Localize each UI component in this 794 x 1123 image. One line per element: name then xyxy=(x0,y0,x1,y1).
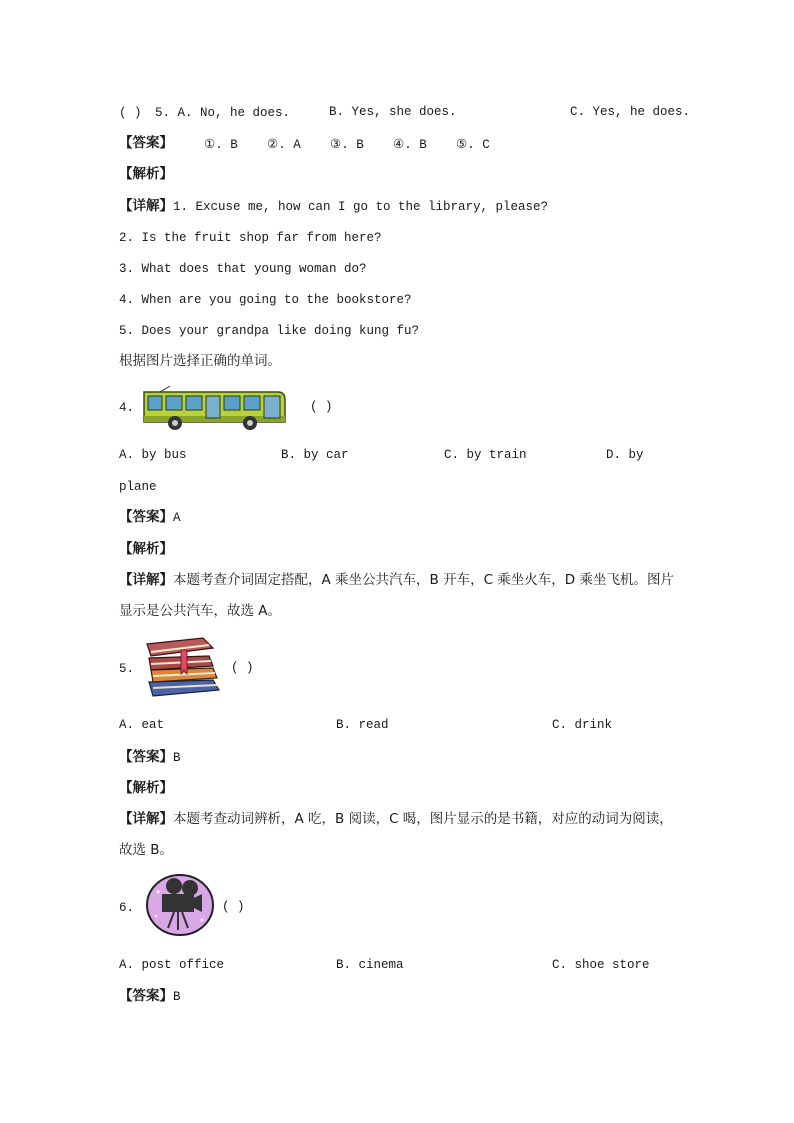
analysis-label: 【解析】 xyxy=(119,541,173,557)
analysis-label: 【解析】 xyxy=(119,780,173,796)
q5-answer-paren: ( ) xyxy=(231,661,254,675)
books-stack-illustration-icon xyxy=(143,632,223,702)
detail-text: 本题考查介词固定搭配，A 乘坐公共汽车，B 开车，C 乘坐火车，D 乘坐飞机。图片 xyxy=(173,572,674,588)
answer-label: 【答案】 xyxy=(119,988,173,1004)
q6-option-c: C. shoe store xyxy=(552,958,650,972)
q4-answer-paren: ( ) xyxy=(310,400,333,414)
detail-text: 1. Excuse me, how can I go to the library, please? xyxy=(173,200,549,214)
q4-option-d: D. by xyxy=(606,448,644,462)
detail-label: 【详解】 xyxy=(119,811,173,827)
answer-value: B xyxy=(173,990,181,1004)
detail-label: 【详解】 xyxy=(119,198,173,214)
q3-detail-line-3: 3. What does that young woman do? xyxy=(119,262,367,276)
q3-detail-line-1 xyxy=(119,198,548,215)
q5-detail-line-1 xyxy=(119,811,673,827)
answer-3: ③. B xyxy=(330,138,364,152)
q3-answer-line xyxy=(119,135,173,151)
analysis-label: 【解析】 xyxy=(119,166,173,182)
q4-option-c: C. by train xyxy=(444,448,527,462)
q5-option-a: A. eat xyxy=(119,718,165,732)
option-b: B. Yes, she does. xyxy=(329,105,457,119)
detail-text: 本题考查动词辨析，A 吃，B 阅读，C 喝，图片显示的是书籍，对应的动词为阅读， xyxy=(173,811,673,827)
item-stem: 5. A. No, he does. xyxy=(155,106,291,120)
answer-2: ②. A xyxy=(267,138,301,152)
answer-label: 【答案】 xyxy=(119,509,173,525)
answer-4: ④. B xyxy=(393,138,427,152)
q3-detail-line-2: 2. Is the fruit shop far from here? xyxy=(119,231,382,245)
q5-detail-line-2: 故选 B。 xyxy=(119,842,174,858)
answer-value: A xyxy=(173,511,181,525)
q5-option-b: B. read xyxy=(336,718,389,732)
answer-5: ⑤. C xyxy=(456,138,490,152)
q4-detail-line-2: 显示是公共汽车，故选 A。 xyxy=(119,603,282,619)
q6-option-a: A. post office xyxy=(119,958,225,972)
q5-option-c: C. drink xyxy=(552,718,613,732)
q4-option-d-continued: plane xyxy=(119,480,157,494)
detail-label: 【详解】 xyxy=(119,572,173,588)
q4-option-b: B. by car xyxy=(281,448,349,462)
q3-detail-line-4: 4. When are you going to the bookstore? xyxy=(119,293,412,307)
movie-camera-illustration-icon xyxy=(144,872,216,938)
answer-value: B xyxy=(173,751,181,765)
q5-answer-line xyxy=(119,749,181,766)
option-c: C. Yes, he does. xyxy=(570,105,691,119)
bus-illustration-icon xyxy=(140,386,288,432)
q4-option-a: A. by bus xyxy=(119,448,187,462)
section-instruction: 根据图片选择正确的单词。 xyxy=(119,353,281,369)
q3-item5-line xyxy=(119,105,290,121)
q6-answer-line xyxy=(119,988,181,1005)
q4-detail-line-1 xyxy=(119,572,674,588)
q6-answer-paren: ( ) xyxy=(222,900,245,914)
q6-number: 6. xyxy=(119,901,135,915)
answer-1: ①. B xyxy=(204,138,238,152)
answer-label: 【答案】 xyxy=(119,749,173,765)
answer-label: 【答案】 xyxy=(119,135,173,151)
q4-number: 4. xyxy=(119,401,135,415)
q3-detail-line-5: 5. Does your grandpa like doing kung fu? xyxy=(119,324,420,338)
answer-paren: ( ) xyxy=(119,106,142,120)
q6-option-b: B. cinema xyxy=(336,958,404,972)
q5-number: 5. xyxy=(119,662,135,676)
q4-answer-line xyxy=(119,509,181,526)
